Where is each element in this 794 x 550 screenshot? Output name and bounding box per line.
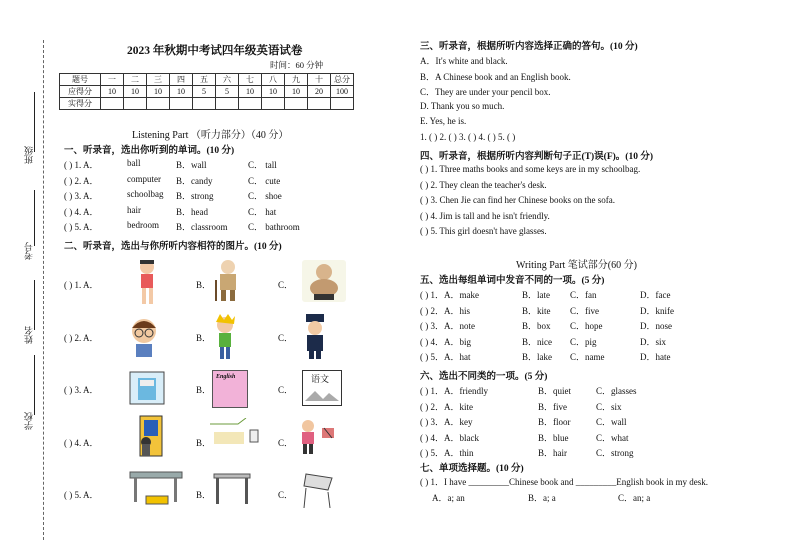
section7-q1[interactable]: ( ) 1．I have _________Chinese book and _________English book in my desk. (420, 477, 708, 487)
answer-blank[interactable]: ( ) 4. A． (64, 206, 99, 217)
desk-picture[interactable] (212, 470, 252, 506)
score-cell: 10 (170, 86, 193, 98)
score-cell[interactable] (193, 98, 216, 110)
option-d[interactable]: D．hate (640, 352, 671, 362)
option-c[interactable]: C．hope (570, 321, 603, 331)
option-c-label: C． (278, 490, 294, 500)
writing-title: Writing Part 笔试部分(60 分) (516, 260, 637, 271)
table-picture[interactable] (128, 470, 184, 508)
option-a[interactable]: ( ) 3．A．key (420, 417, 473, 427)
option-c[interactable]: C． bathroom (248, 222, 300, 232)
option-b[interactable]: B．head (176, 206, 208, 217)
boy-glasses-picture[interactable] (128, 316, 160, 358)
score-cell[interactable] (239, 98, 262, 110)
option-c-label: C． (278, 280, 294, 290)
option-b[interactable]: B．late (522, 290, 550, 300)
english-book-picture[interactable] (212, 370, 248, 408)
option-c[interactable]: C． tall (248, 160, 277, 170)
score-cell: 10 (101, 86, 124, 98)
chinese-book-picture[interactable] (302, 370, 342, 406)
light-switch-picture[interactable] (210, 418, 260, 454)
answer-option: B．A Chinese book and an English book. (420, 71, 571, 82)
score-cell: 应得分 (60, 86, 101, 98)
answer-blank[interactable]: ( ) 2. A． (64, 332, 99, 343)
option-d[interactable]: D．six (640, 336, 667, 347)
answer-blank[interactable]: ( ) 4. A． (64, 437, 99, 448)
section5-heading: 五、选出每组单词中发音不同的一项。(5 分) (420, 276, 605, 286)
answer-option: A．It's white and black. (420, 56, 508, 66)
option-c[interactable]: C．glasses (596, 386, 637, 396)
section7-q1-opt-b[interactable]: B．a; a (528, 493, 556, 503)
tall-girl-picture[interactable] (130, 258, 164, 306)
score-cell[interactable] (285, 98, 308, 110)
section7-q1-opt-a[interactable]: A．a; an (432, 493, 465, 503)
option-b[interactable]: B．wall (176, 160, 207, 170)
true-false-item[interactable]: ( ) 4. Jim is tall and he isn't friendly. (420, 210, 550, 221)
score-cell: 实得分 (60, 98, 101, 110)
answer-blank[interactable]: ( ) 3. A． (64, 191, 99, 201)
police-boy-picture[interactable] (302, 314, 328, 360)
name-label: 姓名 (24, 326, 34, 344)
old-man-picture[interactable] (210, 258, 244, 302)
class-label: 班级 (24, 146, 34, 164)
option-a[interactable]: schoolbag (127, 189, 164, 199)
score-cell[interactable] (101, 98, 124, 110)
option-b[interactable]: B．strong (176, 191, 214, 201)
option-b-label: B． (196, 437, 212, 448)
score-cell[interactable] (262, 98, 285, 110)
option-a[interactable]: hair (127, 204, 141, 215)
score-cell: 20 (308, 86, 331, 98)
option-c[interactable]: C． cute (248, 175, 281, 186)
option-b[interactable]: B．floor (538, 417, 571, 427)
option-c-label: C． (278, 437, 294, 448)
small-object-picture[interactable] (320, 424, 336, 440)
section2-heading: 二、听录音，选出与你所听内容相符的图片。(10 分) (64, 242, 282, 252)
english-book-word: English (216, 374, 236, 380)
score-cell: 一 (101, 74, 124, 86)
option-a[interactable]: ( ) 3．A．note (420, 321, 475, 331)
option-a[interactable]: ( ) 4．A．big (420, 336, 471, 347)
option-c[interactable]: C．wall (596, 417, 627, 427)
option-b[interactable]: B．blue (538, 432, 569, 443)
strong-man-picture[interactable] (302, 260, 346, 302)
score-table (59, 73, 354, 110)
door-picture[interactable] (128, 414, 168, 460)
score-cell[interactable] (170, 98, 193, 110)
option-a[interactable]: ( ) 2．A．kite (420, 401, 473, 412)
option-a[interactable]: ( ) 1．A．make (420, 290, 479, 300)
option-a[interactable]: ( ) 1．A．friendly (420, 386, 488, 396)
option-b[interactable]: B．box (522, 321, 551, 331)
answer-option: C．They are under your pencil box. (420, 87, 551, 97)
score-cell[interactable] (308, 98, 331, 110)
option-c-label: C． (278, 332, 294, 343)
answer-blank[interactable]: ( ) 3. A． (64, 385, 99, 395)
score-cell: 10 (239, 86, 262, 98)
answer-blank[interactable]: ( ) 5. A． (64, 490, 99, 500)
option-b-label: B． (196, 332, 212, 343)
option-a[interactable]: ( ) 4．A．black (420, 432, 479, 443)
score-cell: 八 (262, 74, 285, 86)
score-cell: 三 (147, 74, 170, 86)
score-cell: 10 (262, 86, 285, 98)
score-cell: 5 (193, 86, 216, 98)
option-b-label: B． (196, 385, 212, 395)
number-fill-line[interactable] (34, 190, 35, 246)
class-fill-line[interactable] (34, 92, 35, 152)
exam-time: 时间：60 分钟 (270, 60, 324, 70)
score-cell: 10 (147, 86, 170, 98)
section3-answers[interactable]: 1. ( ) 2. ( ) 3. ( ) 4. ( ) 5. ( ) (420, 132, 516, 142)
option-b[interactable]: B．quiet (538, 386, 571, 396)
score-cell: 100 (331, 86, 354, 98)
score-cell: 九 (285, 74, 308, 86)
answer-blank[interactable]: ( ) 2. A． (64, 175, 99, 186)
option-c[interactable]: C．six (596, 401, 622, 412)
school-fill-line[interactable] (34, 355, 35, 415)
option-b-label: B． (196, 280, 212, 290)
option-c[interactable]: C．fan (570, 290, 597, 300)
option-a[interactable]: bedroom (127, 220, 159, 230)
option-a[interactable]: ball (127, 158, 141, 168)
answer-option: D. Thank you so much. (420, 100, 505, 111)
boy-yellow-hair-picture[interactable] (210, 314, 240, 360)
score-cell: 十 (308, 74, 331, 86)
option-b[interactable]: B．five (538, 401, 567, 412)
score-cell[interactable] (147, 98, 170, 110)
girl-small-picture[interactable] (298, 418, 318, 456)
option-b[interactable]: B．classroom (176, 222, 228, 232)
true-false-item[interactable]: ( ) 5. This girl doesn't have glasses. (420, 226, 547, 236)
true-false-item[interactable]: ( ) 3. Chen Jie can find her Chinese books on the sofa. (420, 195, 615, 205)
section1-heading: 一、听录音，选出你听到的单词。(10 分) (64, 146, 235, 156)
listening-title: Listening Part （听力部分）（40 分） (132, 130, 289, 141)
section7-q1-opt-c[interactable]: C．an; a (618, 493, 651, 503)
section6-heading: 六、选出不同类的一项。(5 分) (420, 372, 548, 382)
option-b[interactable]: B．hair (538, 448, 567, 458)
option-b[interactable]: B．candy (176, 175, 213, 186)
score-cell: 10 (285, 86, 308, 98)
score-cell[interactable] (331, 98, 354, 110)
school-label: 学校 (24, 412, 34, 430)
option-a[interactable]: ( ) 2．A．his (420, 305, 470, 316)
section7-heading: 七、单项选择题。(10 分) (420, 464, 524, 474)
chinese-book-word: 语文 (311, 375, 330, 385)
option-c[interactable]: C．strong (596, 448, 634, 458)
binding-dashed-line (43, 40, 44, 540)
answer-blank[interactable]: ( ) 5. A． (64, 222, 99, 232)
true-false-item[interactable]: ( ) 2. They clean the teacher's desk. (420, 179, 547, 190)
score-cell: 二 (124, 74, 147, 86)
option-b-label: B． (196, 490, 212, 500)
option-c[interactable]: C． shoe (248, 191, 282, 201)
option-c[interactable]: C．pig (570, 336, 597, 347)
option-d[interactable]: D．face (640, 290, 671, 300)
option-a[interactable]: computer (127, 173, 161, 184)
score-cell[interactable] (216, 98, 239, 110)
option-c[interactable]: C．name (570, 352, 605, 362)
score-cell: 5 (216, 86, 239, 98)
section3-heading: 三、听录音，根据所听内容选择正确的答句。(10 分) (420, 42, 638, 52)
answer-blank[interactable]: ( ) 1. A． (64, 280, 99, 290)
score-cell: 六 (216, 74, 239, 86)
option-d[interactable]: D．knife (640, 305, 674, 316)
chair-picture[interactable] (298, 470, 340, 510)
answer-option: E. Yes, he is. (420, 116, 467, 126)
option-a[interactable]: ( ) 5．A．thin (420, 448, 474, 458)
option-c[interactable]: C． hat (248, 206, 277, 217)
number-label: 考号 (24, 242, 34, 260)
option-c-label: C． (278, 385, 294, 395)
option-b[interactable]: B．nice (522, 336, 552, 347)
answer-blank[interactable]: ( ) 1. A． (64, 160, 99, 170)
name-fill-line[interactable] (34, 280, 35, 330)
score-cell: 七 (239, 74, 262, 86)
section4-heading: 四、听录音，根据所听内容判断句子正(T)误(F)。(10 分) (420, 152, 653, 162)
score-cell: 总分 (331, 74, 354, 86)
score-cell: 10 (124, 86, 147, 98)
score-cell: 题号 (60, 74, 101, 86)
option-d[interactable]: D．nose (640, 321, 672, 331)
score-cell[interactable] (124, 98, 147, 110)
exam-title: 2023 年秋期中考试四年级英语试卷 (127, 45, 303, 57)
true-false-item[interactable]: ( ) 1. Three maths books and some keys are in my schoolbag. (420, 164, 641, 174)
option-c[interactable]: C．five (570, 305, 599, 316)
option-b[interactable]: B．kite (522, 305, 551, 316)
option-a[interactable]: ( ) 5．A．hat (420, 352, 471, 362)
score-cell: 五 (193, 74, 216, 86)
score-cell: 四 (170, 74, 193, 86)
option-c[interactable]: C．what (596, 432, 629, 443)
schoolbag-picture[interactable] (128, 370, 166, 406)
option-b[interactable]: B．lake (522, 352, 552, 362)
